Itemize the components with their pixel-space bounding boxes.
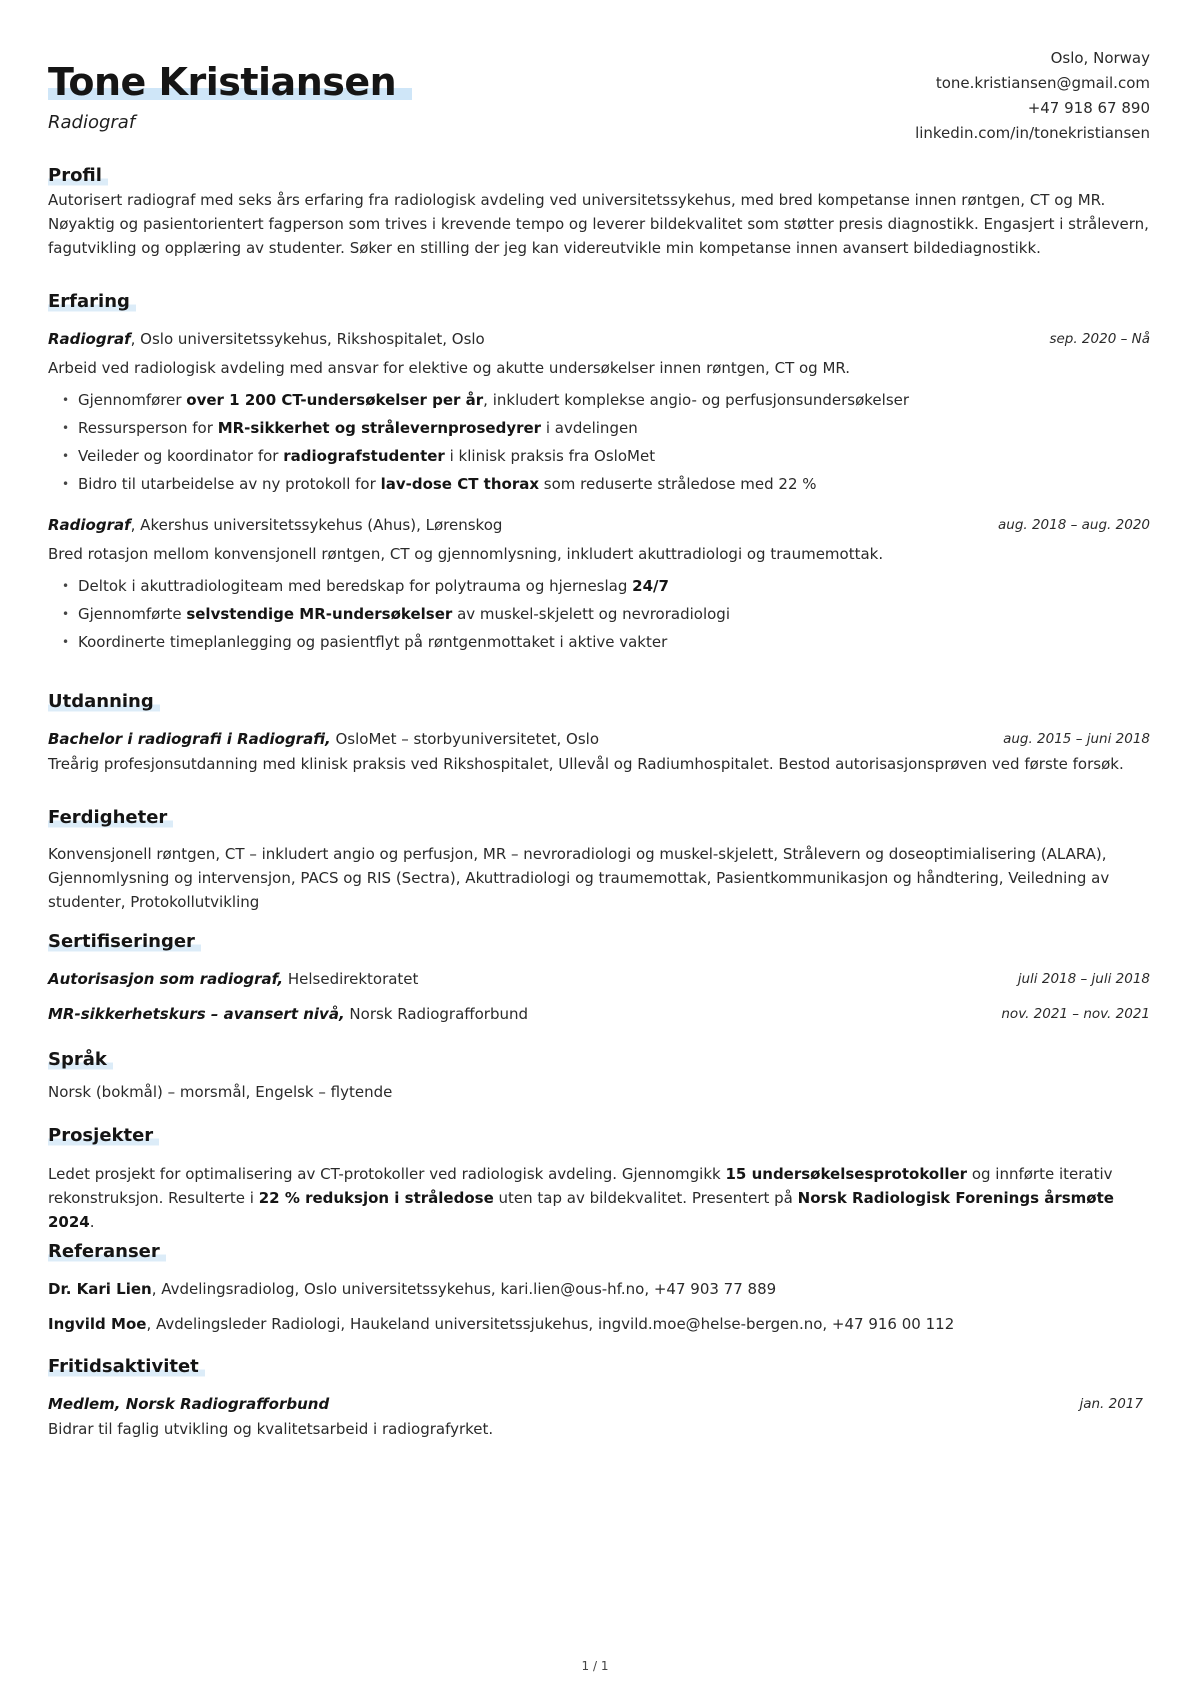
reference-details: , Avdelingsradiolog, Oslo universitetssykehus, kari.lien@ous-hf.no, +47 903 77 889 bbox=[151, 1280, 777, 1298]
resume-page bbox=[48, 0, 1150, 1438]
reference-name: Ingvild Moe bbox=[48, 1315, 147, 1333]
reference-details: , Avdelingsleder Radiologi, Haukeland universitetssjukehus, ingvild.moe@helse-bergen.no, +47 916 00 112 bbox=[146, 1315, 955, 1333]
job-entry bbox=[48, 326, 1150, 498]
contact-linkedin[interactable]: linkedin.com/in/tonekristiansen bbox=[915, 124, 1150, 142]
bullet-item: • Deltok i akuttradiologiteam med beredskap for polytrauma og hjerneslag 24/7 bbox=[62, 572, 1150, 600]
bullet-item: • Gjennomfører over 1 200 CT-undersøkelser per år, inkludert komplekse angio- og perfusjonsundersøkelser bbox=[62, 386, 1150, 414]
section-title-education: Utdanning bbox=[48, 690, 160, 714]
page-number: 1 / 1 bbox=[581, 1659, 609, 1673]
job-role: Radiograf bbox=[48, 330, 131, 348]
reference-entry bbox=[48, 1311, 1150, 1337]
job-place: , Akershus universitetssykehus (Ahus), Lørenskog bbox=[130, 516, 503, 534]
section-title-experience: Erfaring bbox=[48, 290, 136, 314]
job-role: Radiograf bbox=[48, 516, 131, 534]
contact-block bbox=[915, 46, 1150, 146]
job-place: , Oslo universitetssykehus, Rikshospitalet, Oslo bbox=[130, 330, 485, 348]
activity-name: Medlem, Norsk Radiografforbund bbox=[48, 1395, 330, 1413]
activity-entry bbox=[48, 1391, 1143, 1417]
section-title-skills: Ferdigheter bbox=[48, 806, 173, 830]
education-section bbox=[48, 690, 1150, 776]
projects-text: Ledet prosjekt for optimalisering av CT-protokoller ved radiologisk avdeling. Gjennomgikk 15 undersøkelsesprotokoller og innførte iterativ rekonstruksjon. Resulterte i 22 % reduksjon i stråledose uten tap av bildekvalitet. Presentert på Norsk Radiologisk Forenings årsmøte 2024. bbox=[48, 1165, 1114, 1231]
profile-text: Autorisert radiograf med seks års erfaring fra radiologisk avdeling ved universitetssykehus, med bred kompetanse innen røntgen, CT og MR. Nøyaktig og pasientorientert fagperson som trives i krevende tempo og leverer bildekvalitet som støtter presis diagnostikk. Engasjert i strålevern, fagutvikling og opplæring av studenter. Søker en stilling der jeg kan videreutvikle min kompetanse innen avansert bildediagnostikk. bbox=[48, 191, 1149, 257]
experience-section bbox=[48, 290, 1150, 656]
candidate-name: Tone Kristiansen bbox=[48, 58, 412, 106]
resume-header bbox=[48, 0, 1150, 150]
certification-name: Autorisasjon som radiograf, bbox=[48, 970, 284, 988]
projects-section bbox=[48, 1124, 1150, 1234]
certifications-section bbox=[48, 930, 1150, 1027]
job-header bbox=[48, 326, 1150, 352]
contact-location: Oslo, Norway bbox=[1050, 49, 1150, 67]
certification-issuer: Norsk Radiografforbund bbox=[344, 1005, 529, 1023]
languages-text: Norsk (bokmål) – morsmål, Engelsk – flytende bbox=[48, 1083, 393, 1101]
contact-phone: +47 918 67 890 bbox=[1027, 99, 1150, 117]
profile-section bbox=[48, 164, 1150, 260]
bullet-item: • Gjennomførte selvstendige MR-undersøkelser av muskel-skjelett og nevroradiologi bbox=[62, 600, 1150, 628]
section-title-projects: Prosjekter bbox=[48, 1124, 159, 1148]
activity-date: jan. 2017 bbox=[1079, 1396, 1143, 1412]
certification-entry bbox=[48, 1001, 1150, 1027]
certification-name: MR-sikkerhetskurs – avansert nivå, bbox=[48, 1005, 345, 1023]
job-header bbox=[48, 512, 1150, 538]
education-date: aug. 2015 – juni 2018 bbox=[1003, 731, 1150, 747]
education-summary: Treårig profesjonsutdanning med klinisk praksis ved Rikshospitalet, Ullevål og Radiumhospitalet. Bestod autorisasjonsprøven ved første forsøk. bbox=[48, 755, 1124, 773]
job-summary: Arbeid ved radiologisk avdeling med ansvar for elektive og akutte undersøkelser innen røntgen, CT og MR. bbox=[48, 359, 851, 377]
languages-section bbox=[48, 1048, 1150, 1104]
bullet-item: • Bidro til utarbeidelse av ny protokoll for lav-dose CT thorax som reduserte stråledose med 22 % bbox=[62, 470, 1150, 498]
education-entry bbox=[48, 726, 1150, 776]
references-section bbox=[48, 1240, 1150, 1337]
job-bullets bbox=[62, 386, 1150, 498]
education-header bbox=[48, 726, 1150, 752]
certification-issuer: Helsedirektoratet bbox=[283, 970, 419, 988]
reference-name: Dr. Kari Lien bbox=[48, 1280, 152, 1298]
section-title-references: Referanser bbox=[48, 1240, 166, 1264]
section-title-activities: Fritidsaktivitet bbox=[48, 1355, 205, 1379]
certification-entry bbox=[48, 966, 1150, 992]
job-entry bbox=[48, 512, 1150, 656]
certification-date: juli 2018 – juli 2018 bbox=[1017, 971, 1150, 987]
bullet-item: • Koordinerte timeplanlegging og pasientflyt på røntgenmottaket i aktive vakter bbox=[62, 628, 1150, 656]
reference-entry bbox=[48, 1276, 1150, 1302]
activity-summary: Bidrar til faglig utvikling og kvalitetsarbeid i radiografyrket. bbox=[48, 1420, 494, 1438]
education-school: OsloMet – storbyuniversitetet, Oslo bbox=[330, 730, 600, 748]
section-title-certifications: Sertifiseringer bbox=[48, 930, 201, 954]
candidate-role: Radiograf bbox=[48, 112, 136, 133]
job-summary: Bred rotasjon mellom konvensjonell røntgen, CT og gjennomlysning, inkludert akuttradiologi og traumemottak. bbox=[48, 545, 884, 563]
job-date: aug. 2018 – aug. 2020 bbox=[997, 517, 1150, 533]
job-bullets bbox=[62, 572, 1150, 656]
job-date: sep. 2020 – Nå bbox=[1049, 331, 1150, 347]
skills-section bbox=[48, 806, 1150, 914]
bullet-item: • Veileder og koordinator for radiografstudenter i klinisk praksis fra OsloMet bbox=[62, 442, 1150, 470]
bullet-item: • Ressursperson for MR-sikkerhet og strålevernprosedyrer i avdelingen bbox=[62, 414, 1150, 442]
skills-text: Konvensjonell røntgen, CT – inkludert angio og perfusjon, MR – nevroradiologi og muskel-skjelett, Strålevern og doseoptimialisering (ALARA), Gjennomlysning og intervensjon, PACS og RIS (Sectra), Akuttradiologi og traumemottak, Pasientkommunikasjon og håndtering, Veiledning av studenter, Protokollutvikling bbox=[48, 845, 1110, 911]
certification-date: nov. 2021 – nov. 2021 bbox=[1001, 1006, 1150, 1022]
section-title-languages: Språk bbox=[48, 1048, 113, 1072]
education-degree: Bachelor i radiografi i Radiografi, bbox=[48, 730, 331, 748]
contact-email[interactable]: tone.kristiansen@gmail.com bbox=[935, 74, 1150, 92]
section-title-profile: Profil bbox=[48, 164, 108, 188]
activities-section bbox=[48, 1355, 1150, 1441]
